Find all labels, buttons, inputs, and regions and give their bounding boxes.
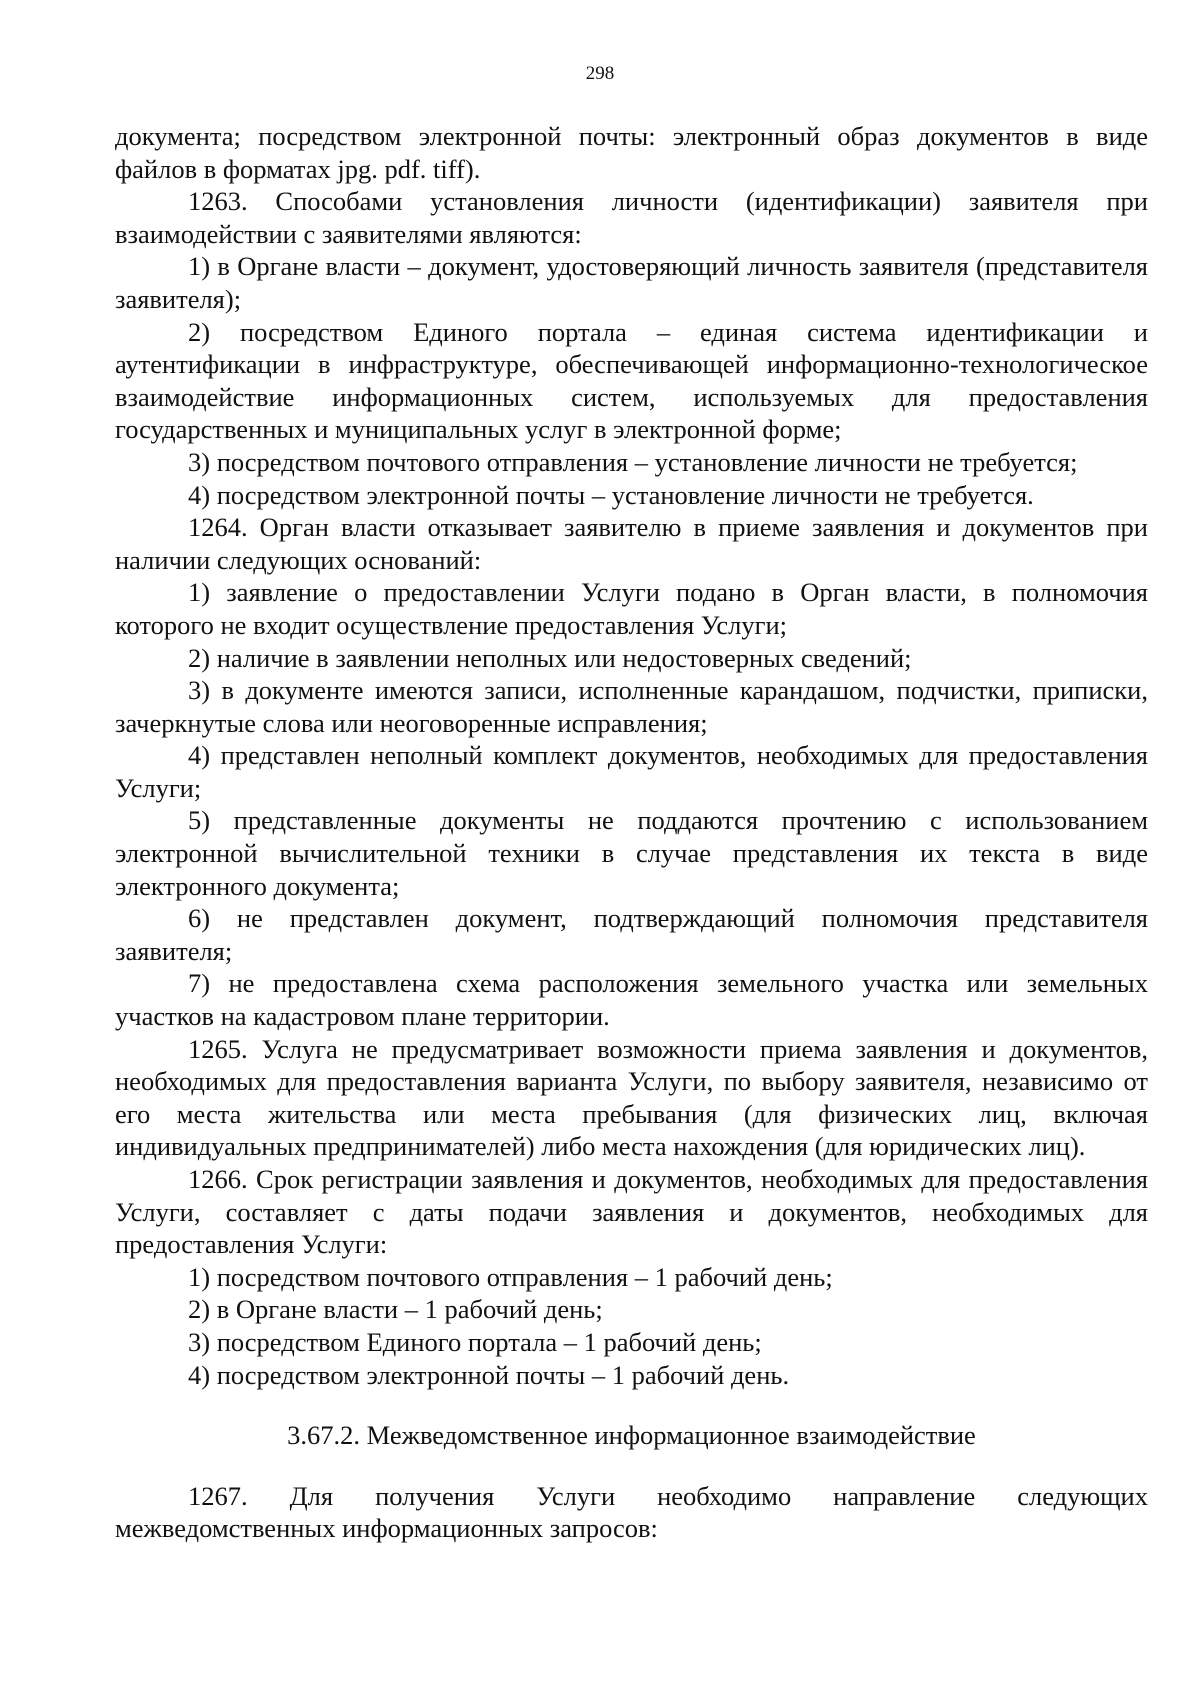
list-item-1263-2: 2) посредством Единого портала – единая система идентификации и аутентификации в инфраструктуре, обеспечивающей информационно-технологическое взаимодействие информационных систем, используемых для предоставления государственных и муниципальных услуг в электронной форме; xyxy=(115,316,1148,445)
list-item-1264-6: 6) не представлен документ, подтверждающий полномочия представителя заявителя; xyxy=(115,903,1148,966)
paragraph-1267: 1267. Для получения Услуги необходимо направление следующих межведомственных информационных запросов: xyxy=(115,1480,1148,1544)
paragraph-continuation: документа; посредством электронной почты: электронный образ документов в виде файлов в форматах jpg. pdf. tiff). xyxy=(115,121,1148,184)
list-item-1264-1: 1) заявление о предоставлении Услуги подано в Орган власти, в полномочия которого не входит осуществление предоставления Услуги; xyxy=(115,577,1148,640)
paragraph-1266: 1266. Срок регистрации заявления и документов, необходимых для предоставления Услуги, составляет с даты подачи заявления и документов, необходимых для предоставления Услуги: xyxy=(115,1164,1148,1260)
list-item-1263-4: 4) посредством электронной почты – установление личности не требуется. xyxy=(188,479,1034,510)
list-item-1264-5: 5) представленные документы не поддаются прочтению с использованием электронной вычислительной техники в случае представления их текста в виде электронного документа; xyxy=(115,805,1148,901)
document-body xyxy=(115,120,1148,1545)
list-item-1264-7: 7) не предоставлена схема расположения земельного участка или земельных участков на кадастровом плане территории. xyxy=(115,968,1148,1032)
list-item-1264-3: 3) в документе имеются записи, исполненные карандашом, подчистки, приписки, зачеркнутые слова или неоговоренные исправления; xyxy=(115,675,1148,738)
list-item-1264-2: 2) наличие в заявлении неполных или недостоверных сведений; xyxy=(188,642,912,673)
list-item-1266-2: 2) в Органе власти – 1 рабочий день; xyxy=(188,1294,603,1325)
list-item-1264-4: 4) представлен неполный комплект документов, необходимых для предоставления Услуги; xyxy=(115,740,1148,803)
section-heading: 3.67.2. Межведомственное информационное взаимодействие xyxy=(287,1420,976,1451)
list-item-1266-1: 1) посредством почтового отправления – 1 рабочий день; xyxy=(188,1261,833,1292)
paragraph-1263: 1263. Способами установления личности (идентификации) заявителя при взаимодействии с заявителями являются: xyxy=(115,186,1148,249)
list-item-1263-1: 1) в Органе власти – документ, удостоверяющий личность заявителя (представителя заявителя); xyxy=(115,251,1148,314)
paragraph-1265: 1265. Услуга не предусматривает возможности приема заявления и документов, необходимых для предоставления варианта Услуги, по выбору заявителя, независимо от его места жительства или места пребывания (для физических лиц, включая индивидуальных предпринимателей) либо места нахождения (для юридических лиц). xyxy=(115,1033,1148,1162)
list-item-1266-4: 4) посредством электронной почты – 1 рабочий день. xyxy=(188,1359,790,1390)
page-number: 298 xyxy=(585,63,615,84)
list-item-1263-3: 3) посредством почтового отправления – установление личности не требуется; xyxy=(188,446,1078,477)
list-item-1266-3: 3) посредством Единого портала – 1 рабочий день; xyxy=(188,1326,762,1357)
paragraph-1264: 1264. Орган власти отказывает заявителю в приеме заявления и документов при наличии следующих оснований: xyxy=(115,512,1148,575)
